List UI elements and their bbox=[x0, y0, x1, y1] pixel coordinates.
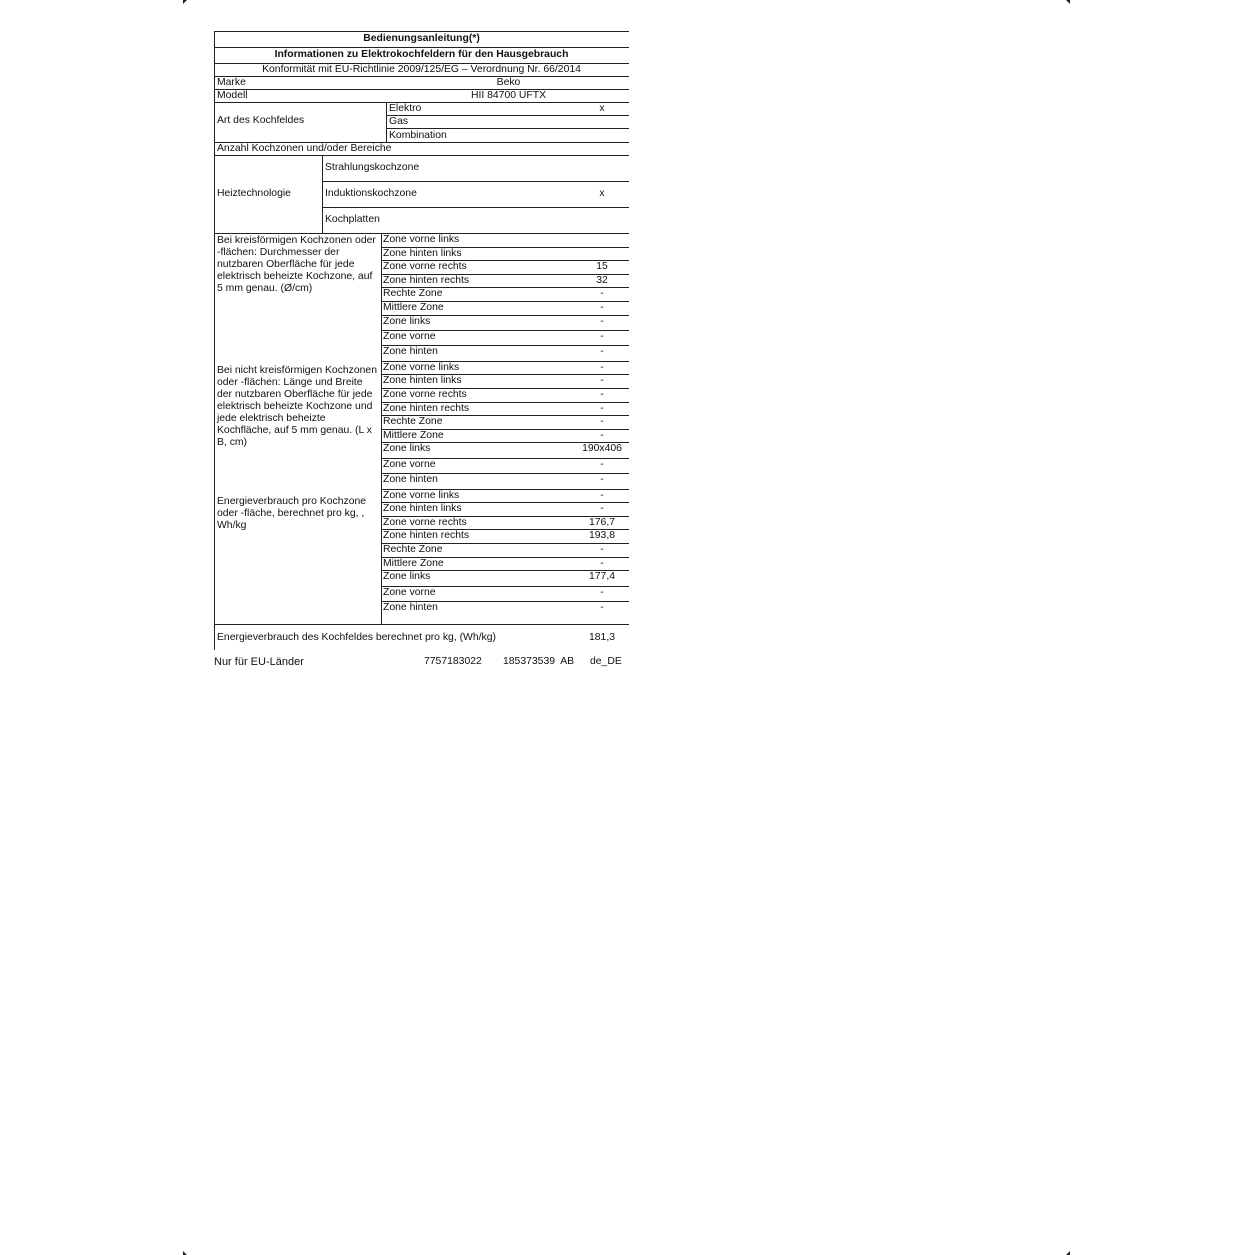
brand-value: Beko bbox=[496, 77, 521, 88]
zone-name: Zone vorne bbox=[383, 458, 436, 470]
zone-name: Mittlere Zone bbox=[383, 302, 444, 313]
table-border bbox=[214, 102, 629, 103]
zone-value: - bbox=[600, 586, 604, 598]
zone-name: Zone vorne bbox=[383, 586, 436, 598]
model-value: HII 84700 UFTX bbox=[470, 90, 547, 101]
zone-name: Zone hinten bbox=[383, 346, 438, 358]
zone-name: Rechte Zone bbox=[383, 288, 443, 300]
table-border bbox=[322, 181, 629, 182]
zone-name: Zone vorne rechts bbox=[383, 389, 467, 400]
zone-value: 177,4 bbox=[588, 571, 615, 583]
zone-name: Mittlere Zone bbox=[383, 429, 444, 441]
zone-value: - bbox=[600, 503, 604, 515]
hob-type-mark: x bbox=[599, 103, 605, 114]
zone-value: - bbox=[600, 544, 604, 555]
zone-value: - bbox=[600, 489, 604, 501]
zone-name: Zone hinten rechts bbox=[383, 530, 470, 542]
energy-per-zone-label: Energieverbrauch pro Kochzone oder -fläche, berechnet pro kg, , Wh/kg bbox=[217, 496, 367, 531]
zone-value: - bbox=[600, 602, 604, 613]
zone-value: - bbox=[600, 346, 604, 358]
zone-name: Zone hinten links bbox=[383, 503, 462, 515]
crop-mark-top-right bbox=[1066, 0, 1070, 4]
table-border bbox=[386, 115, 629, 116]
table-border bbox=[386, 102, 387, 142]
crop-mark-bottom-left bbox=[183, 1251, 187, 1255]
heating-option: Induktionskochzone bbox=[325, 188, 417, 199]
zone-name: Zone vorne links bbox=[383, 489, 460, 501]
footer-code-1: 7757183022 bbox=[424, 656, 482, 667]
hob-type-option: Gas bbox=[389, 116, 409, 128]
zone-name: Zone vorne bbox=[383, 331, 436, 342]
zone-value: 176,7 bbox=[588, 516, 615, 528]
zone-name: Rechte Zone bbox=[383, 416, 443, 428]
footer-code-2: 185373539 AB bbox=[503, 656, 575, 667]
zone-name: Mittlere Zone bbox=[383, 557, 444, 569]
crop-mark-bottom-right bbox=[1066, 1251, 1070, 1255]
zone-value: 32 bbox=[596, 274, 608, 286]
table-border bbox=[214, 155, 629, 156]
circular-zones-label: Bei kreisförmigen Kochzonen oder -flächen: Durchmesser der nutzbaren Oberfläche für jede elektrisch beheizte Kochzone, auf 5 mm genau. (Ø/cm) bbox=[217, 235, 376, 294]
heating-mark: x bbox=[599, 188, 605, 199]
zone-value: - bbox=[600, 557, 604, 569]
footer-note: Nur für EU-Länder bbox=[214, 656, 304, 668]
zone-value: - bbox=[600, 402, 604, 414]
zone-value: - bbox=[600, 458, 604, 470]
zone-value: - bbox=[600, 429, 604, 441]
table-border bbox=[214, 31, 215, 650]
zone-name: Rechte Zone bbox=[383, 544, 443, 555]
energy-total-value: 181,3 bbox=[588, 632, 615, 643]
model-label: Modell bbox=[217, 90, 248, 101]
zone-name: Zone links bbox=[383, 315, 431, 327]
zone-name: Zone vorne rechts bbox=[383, 261, 467, 273]
footer-locale: de_DE bbox=[590, 656, 622, 667]
zone-value: - bbox=[600, 416, 604, 428]
crop-mark-top-left bbox=[183, 0, 187, 4]
zone-value: - bbox=[600, 302, 604, 313]
heating-label: Heiztechnologie bbox=[217, 188, 291, 199]
zone-name: Zone vorne links bbox=[383, 234, 460, 245]
zone-name: Zone hinten bbox=[383, 474, 438, 486]
zone-name: Zone links bbox=[383, 571, 431, 583]
zone-name: Zone hinten links bbox=[383, 247, 462, 259]
heating-option: Kochplatten bbox=[325, 214, 380, 225]
zone-name: Zone links bbox=[383, 443, 431, 455]
table-border bbox=[214, 47, 629, 48]
hob-type-option: Elektro bbox=[389, 103, 422, 114]
zone-name: Zone vorne rechts bbox=[383, 516, 467, 528]
noncircular-zones-label: Bei nicht kreisförmigen Kochzonen oder -flächen: Länge und Breite der nutzbaren Oberfläche für jede elektrisch beheizte Kochzone und jede elektrisch beheizte Kochfläche, auf 5 mm genau. (L x B, cm) bbox=[217, 365, 377, 448]
zone-name: Zone hinten rechts bbox=[383, 274, 470, 286]
zone-value: - bbox=[600, 474, 604, 486]
zone-count-label: Anzahl Kochzonen und/oder Bereiche bbox=[217, 143, 392, 154]
table-border bbox=[214, 31, 629, 32]
table-border bbox=[214, 624, 629, 625]
zone-value: - bbox=[600, 389, 604, 400]
energy-total-label: Energieverbrauch des Kochfeldes berechnet pro kg, (Wh/kg) bbox=[217, 632, 496, 643]
zone-name: Zone hinten rechts bbox=[383, 402, 470, 414]
hob-type-option: Kombination bbox=[389, 129, 447, 141]
zone-value: 193,8 bbox=[588, 530, 615, 542]
zone-value: 15 bbox=[596, 261, 608, 273]
zone-name: Zone vorne links bbox=[383, 361, 460, 373]
zone-value: - bbox=[600, 361, 604, 373]
zone-value: - bbox=[600, 288, 604, 300]
zone-value: - bbox=[600, 331, 604, 342]
document-title: Bedienungsanleitung(*) bbox=[363, 33, 480, 44]
brand-label: Marke bbox=[217, 77, 246, 88]
zone-value: - bbox=[600, 315, 604, 327]
hob-type-label: Art des Kochfeldes bbox=[217, 115, 305, 126]
heating-option: Strahlungskochzone bbox=[325, 162, 420, 173]
table-border bbox=[322, 207, 629, 208]
zone-name: Zone hinten links bbox=[383, 375, 462, 387]
conformity-note: Konformität mit EU-Richtlinie 2009/125/EG – Verordnung Nr. 66/2014 bbox=[262, 64, 581, 75]
document-subtitle: Informationen zu Elektrokochfeldern für den Hausgebrauch bbox=[274, 49, 569, 60]
zone-value: 190x406 bbox=[582, 443, 622, 455]
zone-value: - bbox=[600, 375, 604, 387]
table-border bbox=[322, 155, 323, 233]
zone-name: Zone hinten bbox=[383, 602, 438, 613]
